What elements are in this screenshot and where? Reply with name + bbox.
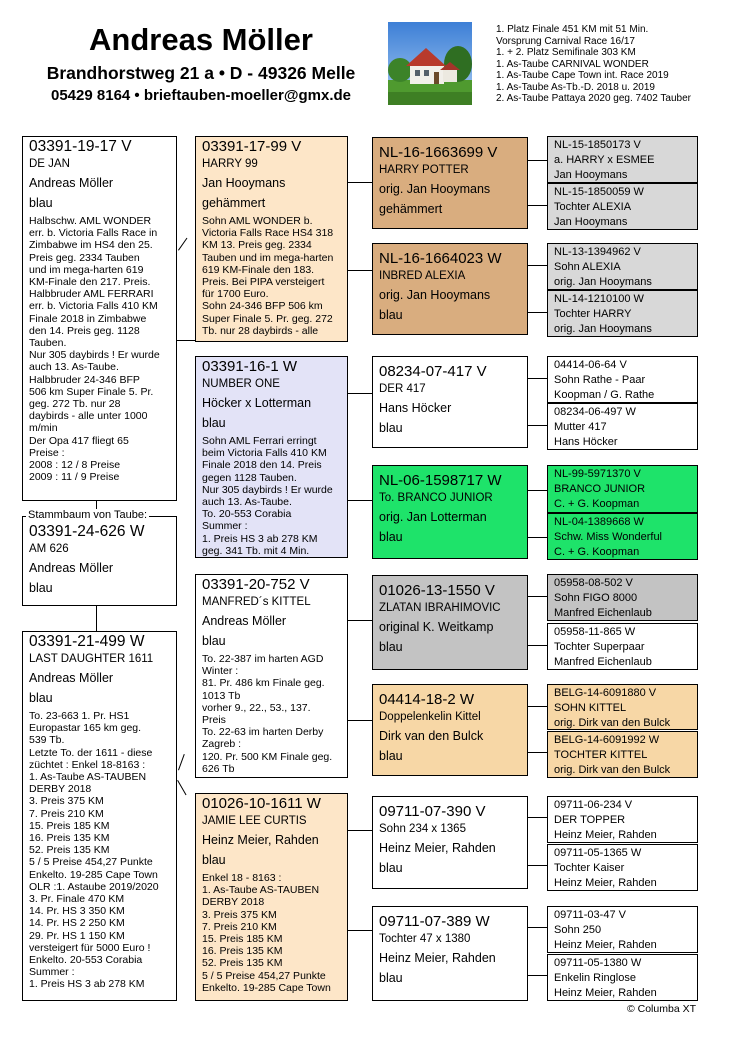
grandparent-card: [372, 906, 528, 1001]
description: To. 23-663 1. Pr. HS1 Europastar 165 km geg. 539 Tb. Letzte To. der 1611 - diese züchtet : Enkel 18-8163 : 1. As-Taube AS-TAUBEN DERBY 2018 3. Preis 375 KM 7. Preis 210 KM 15. Preis 185 KM 16. Preis 135 KM 52. Preis 135 KM 5 / 5 Preise 454,27 Punkte Enkelto. 19-285 Cape Town OLR :1. Astaube 2019/2020 3. Pr. Finale 470 KM 14. Pr. HS 3 350 KM 14. Pr. HS 2 250 KM 29. Pr. HS 1 150 KM versteigert für 5000 Euro ! Enkelto. 20-553 Corabia Summer : 1. Preis HS 3 ab 278 KM: [29, 710, 159, 991]
breeder: orig. Jan Hooymans: [379, 182, 491, 196]
achievement-item: 1. Platz Finale 451 KM mit 51 Min.: [496, 24, 649, 35]
pigeon-name: Sohn ALEXIA: [554, 260, 621, 273]
color: blau: [379, 308, 403, 322]
pigeon-name: AM 626: [29, 543, 69, 555]
breeder: Heinz Meier, Rahden: [554, 877, 657, 889]
color: blau: [379, 421, 403, 435]
ring-number: 03391-17-99 V: [202, 138, 302, 155]
ring-number: 08234-07-417 V: [379, 363, 487, 380]
great-grandparent-card: [547, 731, 698, 778]
ring-number: BELG-14-6091880 V: [554, 687, 657, 699]
ring-number: NL-13-1394962 V: [554, 246, 641, 258]
great-grandparent-card: [547, 574, 698, 621]
pigeon-name: DE JAN: [29, 158, 70, 170]
great-grandparent-card: [547, 954, 698, 1001]
grandparent-card: [372, 575, 528, 670]
ring-number: 09711-07-389 W: [379, 913, 490, 930]
pigeon-name: BRANCO JUNIOR: [554, 482, 646, 495]
header-address: Brandhorstweg 21 a • D - 49326 Melle: [46, 63, 356, 83]
header-contact: 05429 8164 • brieftauben-moeller@gmx.de: [51, 87, 351, 104]
ring-number: BELG-14-6091992 W: [554, 734, 660, 746]
footer-copyright: © Columba XT: [626, 1003, 696, 1015]
ring-number: 04414-18-2 W: [379, 691, 475, 708]
ring-number: 05958-11-865 W: [554, 626, 636, 638]
breeder: orig. Dirk van den Bulck: [554, 717, 671, 729]
subject-card: [22, 136, 177, 501]
great-grandparent-card: [547, 796, 698, 843]
pigeon-name: HARRY POTTER: [379, 164, 469, 176]
color: blau: [379, 861, 403, 875]
achievement-item: 1. As-Taube Cape Town int. Race 2019: [496, 70, 669, 81]
grandparent-card: [372, 243, 528, 335]
ring-number: NL-14-1210100 W: [554, 293, 644, 305]
pigeon-name: DER 417: [379, 383, 426, 395]
color: blau: [29, 691, 53, 705]
breeder: Dirk van den Bulck: [379, 729, 484, 743]
breeder: orig. Jan Lotterman: [379, 510, 487, 524]
house-photo: [388, 22, 472, 105]
pigeon-name: TOCHTER KITTEL: [554, 748, 648, 761]
great-grandparent-card: [547, 403, 698, 450]
pigeon-name: ZLATAN IBRAHIMOVIC: [379, 602, 501, 614]
breeder: Hans Höcker: [379, 401, 452, 415]
pigeon-name: Enkelin Ringlose: [554, 971, 636, 984]
ring-number: NL-04-1389668 W: [554, 516, 644, 528]
breeder: orig. Jan Hooymans: [554, 276, 652, 288]
achievement-item: 1. As-Taube As-Tb.-D. 2018 u. 2019: [496, 81, 655, 93]
great-grandparent-card: [547, 465, 698, 513]
ring-number: 05958-08-502 V: [554, 577, 633, 589]
pigeon-name: HARRY 99: [202, 158, 258, 170]
breeder: Heinz Meier, Rahden: [379, 841, 496, 855]
breeder: C. + G. Koopman: [554, 498, 640, 510]
pedigree-subject-card: [22, 516, 177, 606]
ring-number: NL-06-1598717 W: [379, 472, 502, 489]
pigeon-name: Sohn 234 x 1365: [379, 823, 466, 835]
breeder: Andreas Möller: [29, 176, 114, 190]
pigeon-name: Doppelenkelin Kittel: [379, 711, 481, 723]
grandparent-card: [372, 465, 528, 559]
parent-card: [195, 793, 348, 1001]
pigeon-name: Schw. Miss Wonderful: [554, 530, 663, 543]
achievement-item: 1. + 2. Platz Semifinale 303 KM: [496, 47, 636, 58]
great-grandparent-card: [547, 684, 698, 730]
pigeon-name: Sohn FIGO 8000: [554, 591, 638, 604]
description: Sohn AML Ferrari erringt beim Victoria Falls 410 KM Finale 2018 den 14. Preis gegen 1128 Tauben. Nur 305 daybirds ! Er wurde auch 13. As-Taube. To. 20-553 Corabia Summer : 1. Preis HS 3 ab 278 KM geg. 341 Tb. mit 4 Min.: [202, 435, 333, 557]
pigeon-name: DER TOPPER: [554, 813, 626, 826]
description: Halbschw. AML WONDER err. b. Victoria Falls Race in Zimbabwe im HS4 den 25. Preis geg. 2334 Tauben und im mega-harten 619 KM-Finale den 217. Preis. Halbbruder AML FERRARI err. b. Victoria Falls 410 KM Finale 2018 in Zimbabwe den 14. Preis geg. 1128 Tauben. Nur 305 daybirds ! Er wurde auch 13. As-Taube. Halbbruder 24-346 BFP 506 km Super Finale 5. Pr. geg. 272 Tb. nur 28 daybirds - alle unter 1000 m/min Der Opa 417 fliegt 65 Preise : 2008 : 12 / 8 Preise 2009 : 11 / 9 Preise: [29, 215, 160, 484]
ring-number: 09711-03-47 V: [554, 909, 626, 921]
stammbaum-label: Stammbaum von Taube:: [28, 509, 148, 521]
ring-number: 04414-06-64 V: [554, 359, 627, 371]
breeder: Heinz Meier, Rahden: [554, 987, 657, 999]
breeder: Jan Hooymans: [554, 216, 628, 228]
great-grandparent-card: [547, 844, 698, 891]
breeder: Koopman / G. Rathe: [554, 389, 655, 401]
grandparent-card: [372, 796, 528, 889]
ring-number: NL-15-1850173 V: [554, 139, 641, 151]
great-grandparent-card: [547, 513, 698, 560]
breeder: C. + G. Koopman: [554, 546, 640, 558]
pigeon-name: INBRED ALEXIA: [379, 270, 466, 282]
breeder: Heinz Meier, Rahden: [554, 939, 657, 951]
color: blau: [379, 749, 403, 763]
ring-number: 03391-20-752 V: [202, 576, 310, 593]
breeder: Jan Hooymans: [202, 176, 286, 190]
great-grandparent-card: [547, 243, 698, 290]
pigeon-name: To. BRANCO JUNIOR: [379, 492, 493, 504]
breeder: Heinz Meier, Rahden: [202, 833, 319, 847]
color: blau: [29, 196, 53, 210]
ring-number: 01026-13-1550 V: [379, 582, 495, 599]
color: blau: [379, 971, 403, 985]
color: blau: [202, 634, 226, 648]
breeder: Hans Höcker: [554, 436, 618, 448]
color: gehämmert: [379, 202, 443, 216]
house-icon: [388, 22, 472, 105]
ring-number: 09711-05-1365 W: [554, 847, 642, 859]
breeder: orig. Jan Hooymans: [554, 323, 652, 335]
achievement-item: 2. As-Taube Pattaya 2020 geg. 7402 Tauber: [496, 93, 691, 104]
ring-number: 09711-05-1380 W: [554, 957, 642, 969]
pigeon-name: Tochter Superpaar: [554, 640, 645, 653]
breeder: Andreas Möller: [202, 614, 287, 628]
great-grandparent-card: [547, 356, 698, 403]
great-grandparent-card: [547, 906, 698, 953]
mother-card: [22, 631, 177, 1001]
description: To. 22-387 im harten AGD Winter : 81. Pr. 486 km Finale geg. 1013 Tb vorher 9., 22., 53., 137. Preis To. 22-63 im harten Derby Zagreb : 120. Pr. 500 KM Finale geg. 626 Tb: [202, 653, 333, 775]
ring-number: NL-16-1664023 W: [379, 250, 502, 267]
great-grandparent-card: [547, 183, 698, 230]
color: blau: [29, 581, 53, 595]
description: Sohn AML WONDER b. Victoria Falls Race HS4 318 KM 13. Preis geg. 2334 Tauben und im mega-harten 619 KM-Finale den 183. Preis. Bei PIPA versteigert für 1700 Euro. Sohn 24-346 BFP 506 km Super Finale 5. Pr. geg. 272 Tb. nur 28 daybirds - alle: [202, 215, 334, 337]
breeder: Heinz Meier, Rahden: [379, 951, 496, 965]
ring-number: 09711-07-390 V: [379, 803, 486, 820]
ring-number: 03391-21-499 W: [29, 633, 145, 650]
ring-number: NL-99-5971370 V: [554, 468, 641, 480]
breeder: Jan Hooymans: [554, 169, 628, 181]
ring-number: NL-15-1850059 W: [554, 186, 644, 198]
ring-number: 01026-10-1611 W: [202, 795, 321, 812]
great-grandparent-card: [547, 623, 698, 670]
ring-number: 03391-16-1 W: [202, 358, 298, 375]
grandparent-card: [372, 137, 528, 229]
breeder: Andreas Möller: [29, 671, 114, 685]
ring-number: 09711-06-234 V: [554, 799, 633, 811]
breeder: Manfred Eichenlaub: [554, 607, 652, 619]
header-name: Andreas Möller: [89, 22, 313, 57]
color: blau: [379, 640, 403, 654]
pigeon-name: MANFRED´s KITTEL: [202, 596, 311, 608]
parent-card: [195, 574, 348, 778]
great-grandparent-card: [547, 136, 698, 183]
ring-number: NL-16-1663699 V: [379, 144, 498, 161]
pigeon-name: Mutter 417: [554, 420, 607, 433]
achievement-item: Vorsprung Carnival Race 16/17: [496, 35, 635, 47]
pigeon-name: Tochter ALEXIA: [554, 200, 632, 213]
ring-number: 03391-24-626 W: [29, 523, 145, 540]
color: gehämmert: [202, 196, 266, 210]
description: Enkel 18 - 8163 : 1. As-Taube AS-TAUBEN DERBY 2018 3. Preis 375 KM 7. Preis 210 KM 15. Preis 185 KM 16. Preis 135 KM 52. Preis 135 KM 5 / 5 Preise 454,27 Punkte Enkelto. 19-285 Cape Town: [202, 872, 331, 994]
parent-card: [195, 136, 348, 342]
pigeon-name: JAMIE LEE CURTIS: [202, 815, 307, 827]
pigeon-name: Tochter HARRY: [554, 307, 632, 320]
color: blau: [202, 853, 226, 867]
breeder: original K. Weitkamp: [379, 620, 494, 634]
ring-number: 03391-19-17 V: [29, 138, 132, 155]
achievement-item: 1. As-Taube CARNIVAL WONDER: [496, 58, 649, 70]
breeder: Andreas Möller: [29, 561, 114, 575]
color: blau: [202, 416, 226, 430]
pigeon-name: a. HARRY x ESMEE: [554, 153, 655, 166]
parent-card: [195, 356, 348, 558]
ring-number: 08234-06-497 W: [554, 406, 636, 418]
pigeon-name: Sohn Rathe - Paar: [554, 373, 646, 386]
great-grandparent-card: [547, 290, 698, 337]
pigeon-name: LAST DAUGHTER 1611: [29, 653, 154, 665]
color: blau: [379, 530, 403, 544]
breeder: Heinz Meier, Rahden: [554, 829, 657, 841]
pigeon-name: NUMBER ONE: [202, 378, 280, 390]
grandparent-card: [372, 356, 528, 448]
breeder: Höcker x Lotterman: [202, 396, 312, 410]
pigeon-name: Tochter Kaiser: [554, 861, 625, 874]
pigeon-name: Sohn 250: [554, 923, 602, 936]
breeder: orig. Jan Hooymans: [379, 288, 491, 302]
pigeon-name: Tochter 47 x 1380: [379, 933, 471, 945]
achievements-list: [496, 24, 746, 105]
breeder: Manfred Eichenlaub: [554, 656, 652, 668]
grandparent-card: [372, 684, 528, 776]
breeder: orig. Dirk van den Bulck: [554, 764, 671, 776]
pigeon-name: SOHN KITTEL: [554, 701, 627, 714]
